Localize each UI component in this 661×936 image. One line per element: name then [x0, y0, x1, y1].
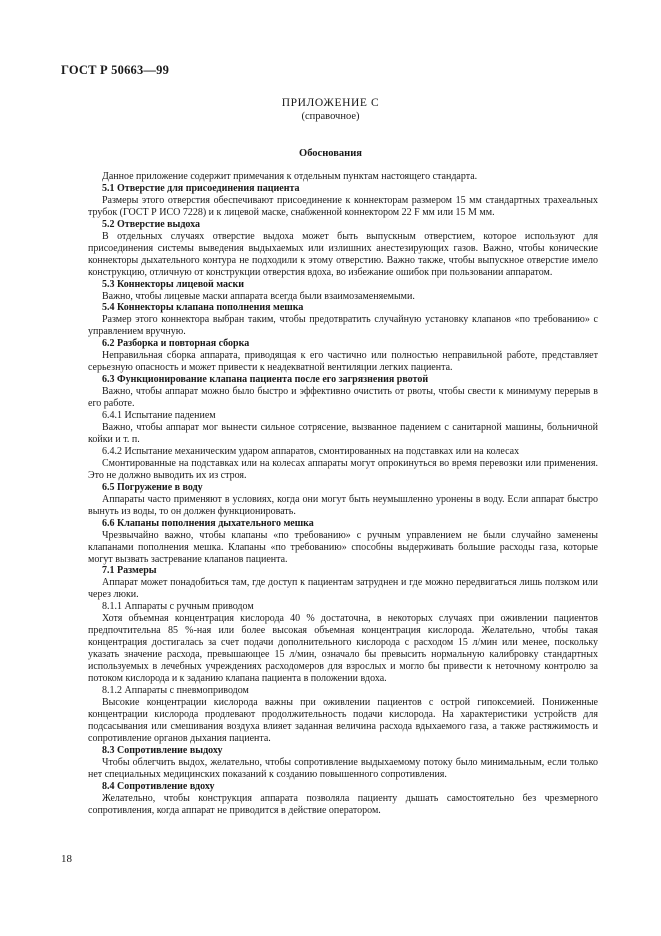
paragraph: 8.1.2 Аппараты с пневмоприводом	[102, 684, 249, 696]
paragraph: В отдельных случаях отверстие выдоха может быть выпускным отверстием, которое используют для присоединения системы выведения выдыхаемых или излишних анестезирующих газов. Важно, чтобы конические коннекторы дыхательного контура не подходили к этому отверстию. Важно также, чтобы выпускное отверстие имело конструкцию, отличную от конструкции отверстия вдоха, во избежание ошибок при пользовании аппаратом.	[88, 230, 598, 278]
paragraph: Желательно, чтобы конструкция аппарата позволяла пациенту дышать самостоятельно без чрезмерного сопротивления, когда аппарат не приводится в действие оператором.	[88, 792, 598, 816]
appendix-note: (справочное)	[301, 111, 360, 122]
clause-heading: 8.3 Сопротивление выдоху	[102, 744, 223, 756]
paragraph: Хотя объемная концентрация кислорода 40 % достаточна, в некоторых случаях при оживлении пациентов предпочтительна 85 %-ная или более высокая объемная концентрация кислорода. Желательно, чтобы такая концентрация достигалась за счет подачи дополнительного кислорода с расходом 15 л/мин или менее, поскольку указать значение расхода, превышающее 15 л/мин, означало бы превысить нормальную калибровку стандартных используемых в лечебных учреждениях расходомеров для взрослых и могло бы привести к неточному контролю за потоком кислорода и к заданию клапана пациента в положении вдоха.	[88, 613, 598, 685]
paragraph: 8.1.1 Аппараты с ручным приводом	[102, 601, 254, 613]
paragraph: Данное приложение содержит примечания к отдельным пунктам настоящего стандарта.	[102, 171, 478, 182]
section-title: Обоснования	[299, 148, 362, 159]
paragraph: Важно, чтобы аппарат мог вынести сильное сотрясение, вызванное падением с санитарной машины, больничной койки и т. п.	[88, 422, 598, 445]
clause-heading: 8.4 Сопротивление вдоху	[102, 780, 215, 792]
paragraph: Смонтированные на подставках или на колесах аппараты могут опрокинуться во время перевозки или применения. Это не должно выводить их из строя.	[88, 457, 598, 481]
clause-heading: 5.3 Коннекторы лицевой маски	[102, 278, 244, 290]
paragraph: Размеры этого отверстия обеспечивают присоединение к коннекторам размером 15 мм стандартных трахеальных трубок (ГОСТ Р ИСО 7228) и к лицевой маске, снабженной коннектором 22 F мм или 15 М мм.	[88, 194, 598, 218]
paragraph: Аппарат может понадобиться там, где доступ к пациентам затруднен и где можно передвигаться лишь ползком или через люки.	[88, 577, 598, 601]
paragraph: Чрезвычайно важно, чтобы клапаны «по требованию» с ручным управлением не были случайно заменены клапанами пополнения мешка. Клапаны «по требованию» способны выдерживать большие расходы газа, которые могут вызвать застревание клапанов пациента.	[88, 529, 598, 565]
paragraph: Аппараты часто применяют в условиях, когда они могут быть неумышленно уронены в воду. Если аппарат быстро вынуть из воды, то он должен функционировать.	[88, 493, 598, 517]
paragraph: Важно, чтобы лицевые маски аппарата всегда были взаимозаменяемыми.	[102, 290, 415, 302]
document-code: ГОСТ Р 50663—99	[61, 63, 170, 77]
paragraph: Важно, чтобы аппарат можно было быстро и эффективно очистить от рвоты, чтобы свести к минимуму перерыв в его работе.	[88, 386, 598, 410]
paragraph: Размер этого коннектора выбран таким, чтобы предотвратить случайную установку клапанов «по требованию» с управлением вручную.	[88, 314, 598, 338]
paragraph: 6.4.1 Испытание падением	[102, 410, 216, 422]
clause-heading: 6.3 Функционирование клапана пациента после его загрязнения рвотой	[102, 374, 429, 386]
clause-heading: 5.4 Коннекторы клапана пополнения мешка	[102, 302, 304, 314]
paragraph: Высокие концентрации кислорода важны при оживлении пациентов с острой гипоксемией. Пониженные концентрации кислорода продлевают продолжительность подачи кислорода. На характеристики устройств для подсасывания или смешивания воздуха влияет заданная величина расхода вдыхаемого газа, а также растяжимость и сопротивление органов дыхания пациента.	[88, 696, 598, 744]
paragraph: 6.4.2 Испытание механическим ударом аппаратов, смонтированных на подставках или на колесах	[102, 445, 520, 457]
clause-heading: 6.6 Клапаны пополнения дыхательного мешка	[102, 517, 314, 529]
clause-heading: 7.1 Размеры	[102, 565, 157, 577]
clause-heading: 6.5 Погружение в воду	[102, 481, 203, 493]
appendix-title: ПРИЛОЖЕНИЕ С	[281, 97, 380, 109]
clause-heading: 5.1 Отверстие для присоединения пациента	[102, 182, 300, 194]
paragraph: Неправильная сборка аппарата, приводящая к его частично или полностью неправильной работе, представляет серьезную опасность и может привести к неадекватной вентиляции легких пациента.	[88, 350, 598, 374]
page-number: 18	[61, 853, 72, 865]
clause-heading: 5.2 Отверстие выдоха	[102, 218, 201, 230]
document-body	[88, 171, 598, 816]
paragraph: Чтобы облегчить выдох, желательно, чтобы сопротивление выдыхаемому потоку было минимальным, если только нет специальных медицинских показаний к созданию повышенного сопротивления.	[88, 756, 598, 780]
clause-heading: 6.2 Разборка и повторная сборка	[102, 338, 250, 350]
